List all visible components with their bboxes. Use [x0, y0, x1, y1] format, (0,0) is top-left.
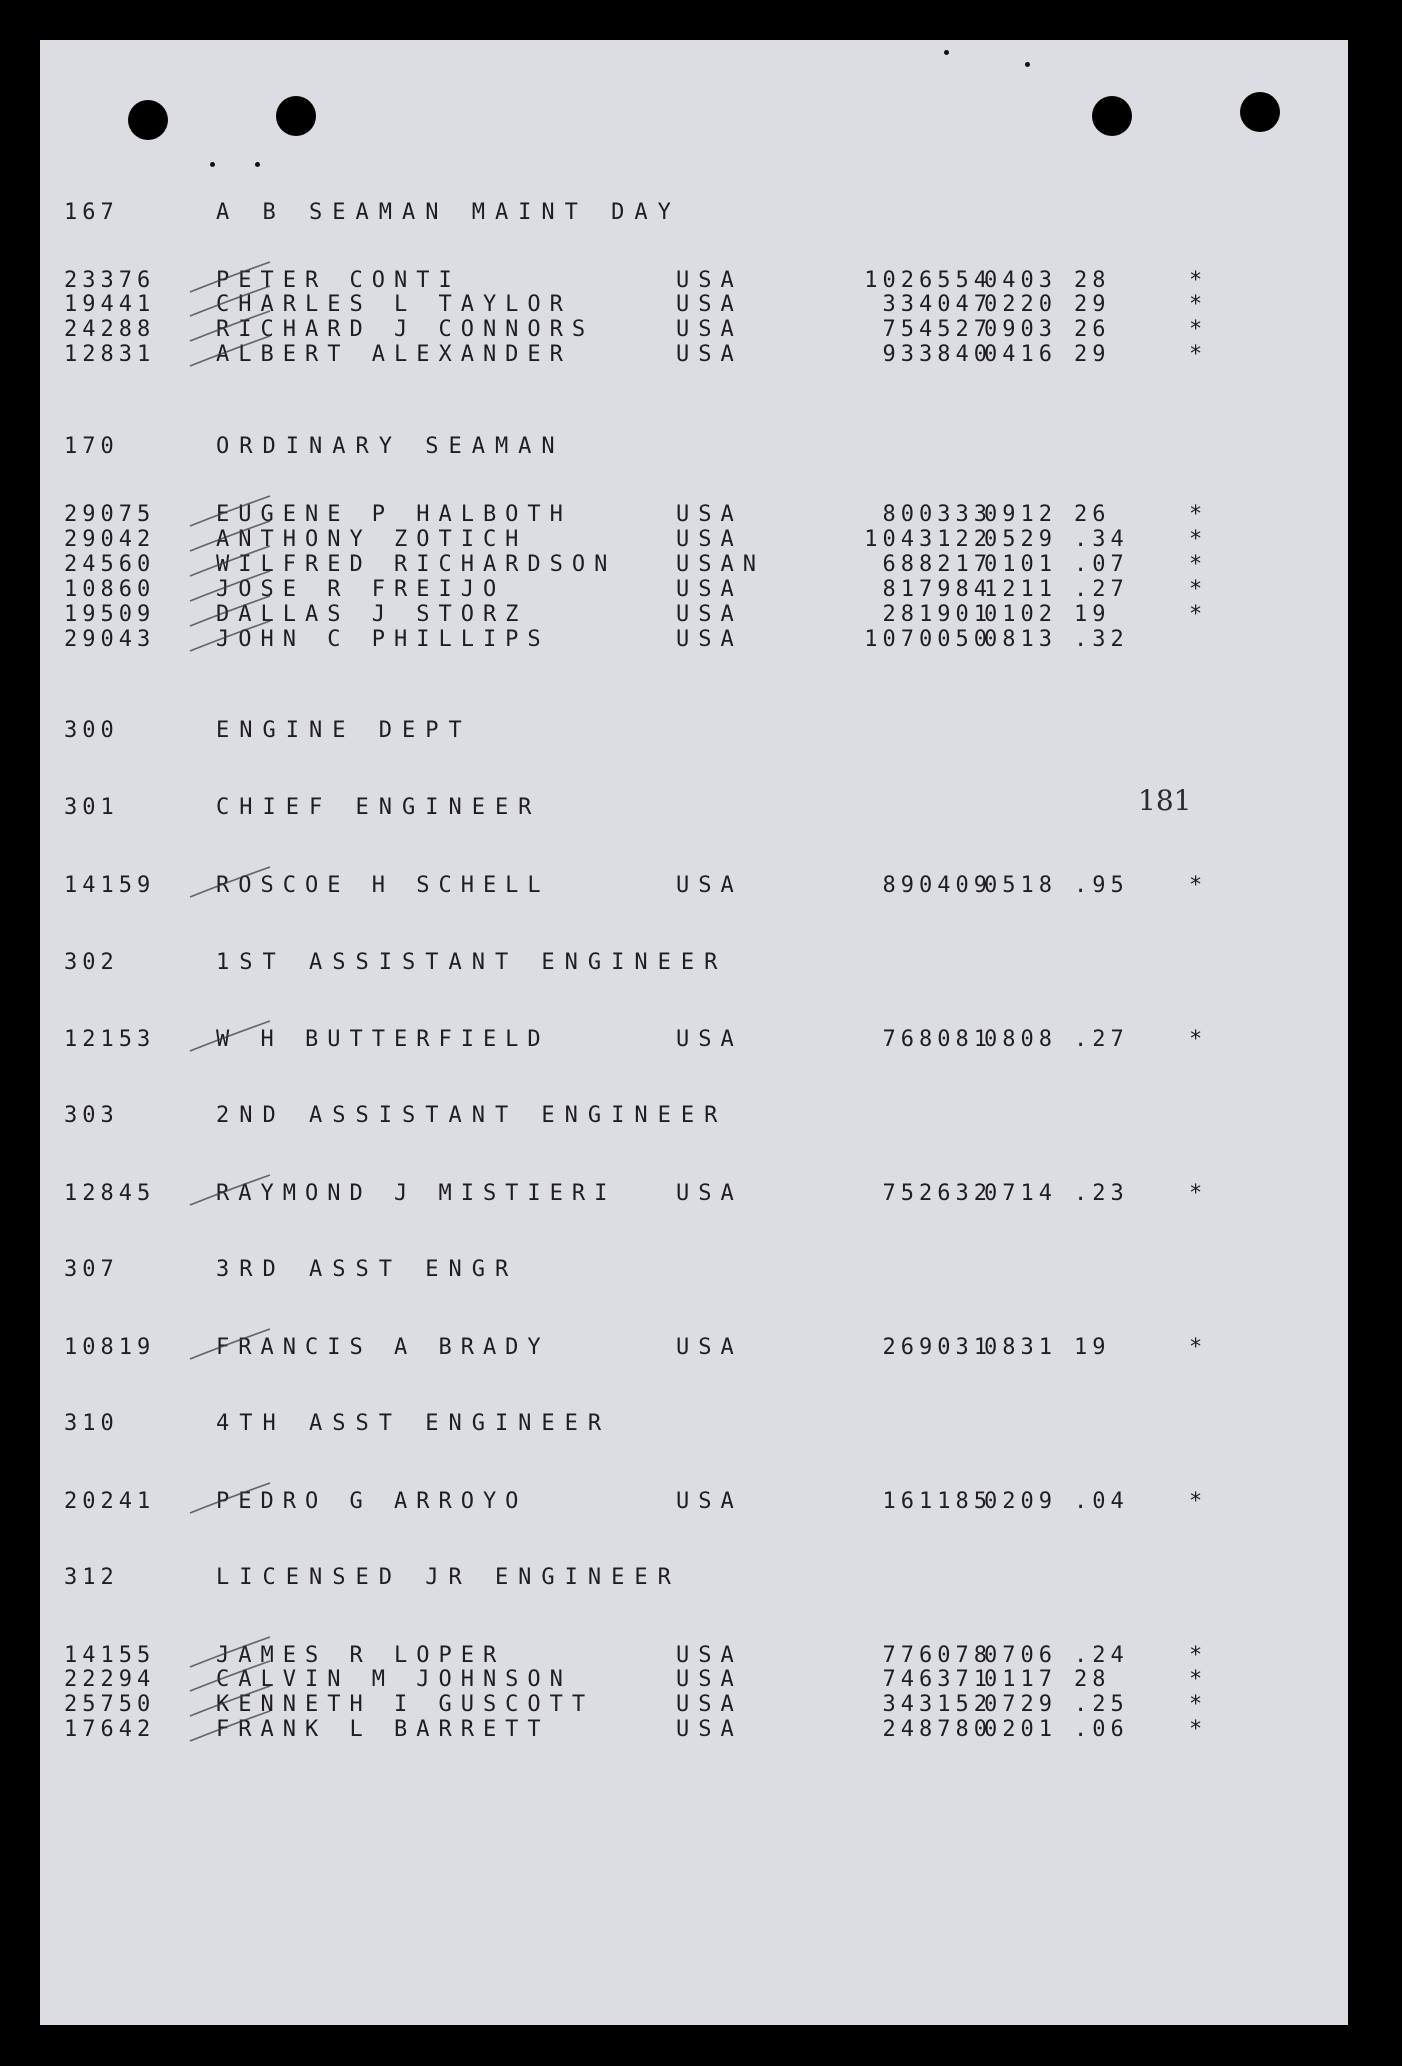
crew-id: 24560: [64, 552, 156, 577]
nationality: USAN: [676, 552, 765, 577]
crew-name: ROSCOE H SCHELL: [216, 873, 550, 898]
value-code: .27: [1074, 1027, 1129, 1052]
crew-name: CHARLES L TAYLOR: [216, 292, 572, 317]
crew-row: [40, 602, 1348, 628]
section-code: 302: [64, 950, 119, 975]
document-number: 334047: [882, 292, 992, 317]
date-code: 0518: [984, 873, 1057, 898]
mark-asterisk: *: [1189, 502, 1203, 527]
crew-id: 29043: [64, 627, 156, 652]
punch-hole: [128, 100, 168, 140]
date-code: 0729: [984, 1692, 1057, 1717]
document-number: 248780: [882, 1717, 992, 1742]
crew-row: [40, 873, 1348, 899]
date-code: 0903: [984, 317, 1057, 342]
section-code: 312: [64, 1565, 119, 1590]
section-title: CHIEF ENGINEER: [216, 795, 542, 820]
date-code: 0102: [984, 602, 1057, 627]
document-number: 746371: [882, 1667, 992, 1692]
value-code: .06: [1074, 1717, 1129, 1742]
crew-row: [40, 527, 1348, 553]
value-code: 26: [1074, 502, 1111, 527]
speck: [255, 162, 260, 167]
document-number: 1043122: [864, 527, 992, 552]
nationality: USA: [676, 602, 743, 627]
value-code: 29: [1074, 292, 1111, 317]
speck: [210, 162, 215, 167]
document-number: 776078: [882, 1643, 992, 1668]
crew-row: [40, 342, 1348, 368]
date-code: 0529: [984, 527, 1057, 552]
punch-hole: [1240, 92, 1280, 132]
document-number: 281901: [882, 602, 992, 627]
section-header: [40, 950, 1348, 976]
crew-id: 17642: [64, 1717, 156, 1742]
value-code: 19: [1074, 1335, 1111, 1360]
crew-id: 19441: [64, 292, 156, 317]
value-code: 29: [1074, 342, 1111, 367]
document-number: 933840: [882, 342, 992, 367]
nationality: USA: [676, 292, 743, 317]
value-code: 28: [1074, 268, 1111, 293]
crew-row: [40, 1181, 1348, 1207]
mark-asterisk: *: [1189, 342, 1203, 367]
value-code: 19: [1074, 602, 1111, 627]
document-number: 752632: [882, 1181, 992, 1206]
document-number: 688217: [882, 552, 992, 577]
crew-id: 12845: [64, 1181, 156, 1206]
crew-row: [40, 1692, 1348, 1718]
section-header: [40, 434, 1348, 460]
crew-row: [40, 1667, 1348, 1693]
mark-asterisk: *: [1189, 1643, 1203, 1668]
date-code: 0808: [984, 1027, 1057, 1052]
nationality: USA: [676, 1181, 743, 1206]
section-code: 307: [64, 1257, 119, 1282]
nationality: USA: [676, 873, 743, 898]
document-number: 768081: [882, 1027, 992, 1052]
crew-name: PETER CONTI: [216, 268, 461, 293]
section-code: 303: [64, 1103, 119, 1128]
section-title: LICENSED JR ENGINEER: [216, 1565, 681, 1590]
section-code: 301: [64, 795, 119, 820]
crew-row: [40, 317, 1348, 343]
crew-name: WILFRED RICHARDSON: [216, 552, 617, 577]
crew-name: W H BUTTERFIELD: [216, 1027, 550, 1052]
date-code: 0403: [984, 268, 1057, 293]
crew-name: FRANK L BARRETT: [216, 1717, 550, 1742]
document-number: 343152: [882, 1692, 992, 1717]
punch-hole: [276, 96, 316, 136]
crew-name: KENNETH I GUSCOTT: [216, 1692, 595, 1717]
crew-id: 24288: [64, 317, 156, 342]
section-header: [40, 200, 1348, 226]
crew-name: JAMES R LOPER: [216, 1643, 506, 1668]
crew-id: 10860: [64, 577, 156, 602]
crew-id: 14155: [64, 1643, 156, 1668]
section-title: 4TH ASST ENGINEER: [216, 1411, 612, 1436]
section-title: A B SEAMAN MAINT DAY: [216, 200, 681, 225]
section-code: 300: [64, 718, 119, 743]
crew-name: FRANCIS A BRADY: [216, 1335, 550, 1360]
handwritten-page-number: 181: [1138, 784, 1192, 817]
document-number: 754527: [882, 317, 992, 342]
date-code: 0209: [984, 1489, 1057, 1514]
nationality: USA: [676, 627, 743, 652]
date-code: 0714: [984, 1181, 1057, 1206]
crew-row: [40, 268, 1348, 294]
crew-id: 14159: [64, 873, 156, 898]
mark-asterisk: *: [1189, 317, 1203, 342]
crew-row: [40, 552, 1348, 578]
mark-asterisk: *: [1189, 1335, 1203, 1360]
document-number: 161185: [882, 1489, 992, 1514]
crew-row: [40, 1643, 1348, 1669]
nationality: USA: [676, 342, 743, 367]
nationality: USA: [676, 502, 743, 527]
section-header: [40, 718, 1348, 744]
value-code: .27: [1074, 577, 1129, 602]
document-number: 1070050: [864, 627, 992, 652]
document-number: 269031: [882, 1335, 992, 1360]
mark-asterisk: *: [1189, 552, 1203, 577]
crew-name: RAYMOND J MISTIERI: [216, 1181, 617, 1206]
section-code: 167: [64, 200, 119, 225]
section-code: 310: [64, 1411, 119, 1436]
mark-asterisk: *: [1189, 268, 1203, 293]
date-code: 0117: [984, 1667, 1057, 1692]
section-title: ENGINE DEPT: [216, 718, 472, 743]
value-code: .24: [1074, 1643, 1129, 1668]
mark-asterisk: *: [1189, 1667, 1203, 1692]
crew-id: 29042: [64, 527, 156, 552]
value-code: .04: [1074, 1489, 1129, 1514]
date-code: 0220: [984, 292, 1057, 317]
date-code: 0201: [984, 1717, 1057, 1742]
crew-id: 25750: [64, 1692, 156, 1717]
value-code: .34: [1074, 527, 1129, 552]
mark-asterisk: *: [1189, 527, 1203, 552]
mark-asterisk: *: [1189, 577, 1203, 602]
nationality: USA: [676, 577, 743, 602]
crew-id: 12831: [64, 342, 156, 367]
nationality: USA: [676, 1717, 743, 1742]
speck: [1025, 62, 1030, 67]
section-title: ORDINARY SEAMAN: [216, 434, 565, 459]
crew-id: 10819: [64, 1335, 156, 1360]
date-code: 0813: [984, 627, 1057, 652]
mark-asterisk: *: [1189, 873, 1203, 898]
nationality: USA: [676, 527, 743, 552]
mark-asterisk: *: [1189, 602, 1203, 627]
section-code: 170: [64, 434, 119, 459]
value-code: .32: [1074, 627, 1129, 652]
mark-asterisk: *: [1189, 1181, 1203, 1206]
nationality: USA: [676, 1667, 743, 1692]
crew-name: ANTHONY ZOTICH: [216, 527, 528, 552]
document-number: 1026554: [864, 268, 992, 293]
value-code: 26: [1074, 317, 1111, 342]
nationality: USA: [676, 1643, 743, 1668]
crew-row: [40, 1489, 1348, 1515]
crew-name: DALLAS J STORZ: [216, 602, 528, 627]
nationality: USA: [676, 1335, 743, 1360]
nationality: USA: [676, 1489, 743, 1514]
value-code: .07: [1074, 552, 1129, 577]
mark-asterisk: *: [1189, 1489, 1203, 1514]
date-code: 0912: [984, 502, 1057, 527]
date-code: 0831: [984, 1335, 1057, 1360]
nationality: USA: [676, 317, 743, 342]
value-code: 28: [1074, 1667, 1111, 1692]
value-code: .95: [1074, 873, 1129, 898]
section-title: 1ST ASSISTANT ENGINEER: [216, 950, 728, 975]
section-header: [40, 1257, 1348, 1283]
date-code: 0706: [984, 1643, 1057, 1668]
date-code: 0416: [984, 342, 1057, 367]
crew-name: ALBERT ALEXANDER: [216, 342, 572, 367]
crew-name: RICHARD J CONNORS: [216, 317, 595, 342]
document-number: 890409: [882, 873, 992, 898]
crew-row: [40, 627, 1348, 653]
crew-id: 29075: [64, 502, 156, 527]
crew-name: PEDRO G ARROYO: [216, 1489, 528, 1514]
crew-id: 19509: [64, 602, 156, 627]
document-page: [40, 40, 1348, 2025]
document-number: 800333: [882, 502, 992, 527]
section-header: [40, 1411, 1348, 1437]
mark-asterisk: *: [1189, 292, 1203, 317]
nationality: USA: [676, 1027, 743, 1052]
crew-name: EUGENE P HALBOTH: [216, 502, 572, 527]
crew-name: JOSE R FREIJO: [216, 577, 506, 602]
mark-asterisk: *: [1189, 1692, 1203, 1717]
crew-row: [40, 292, 1348, 318]
date-code: 1211: [984, 577, 1057, 602]
section-header: [40, 1103, 1348, 1129]
section-title: 2ND ASSISTANT ENGINEER: [216, 1103, 728, 1128]
value-code: .23: [1074, 1181, 1129, 1206]
crew-id: 12153: [64, 1027, 156, 1052]
nationality: USA: [676, 268, 743, 293]
section-title: 3RD ASST ENGR: [216, 1257, 519, 1282]
crew-row: [40, 1717, 1348, 1743]
crew-id: 20241: [64, 1489, 156, 1514]
crew-id: 22294: [64, 1667, 156, 1692]
nationality: USA: [676, 1692, 743, 1717]
crew-row: [40, 1027, 1348, 1053]
crew-id: 23376: [64, 268, 156, 293]
punch-hole: [1092, 96, 1132, 136]
document-number: 817984: [882, 577, 992, 602]
crew-name: CALVIN M JOHNSON: [216, 1667, 572, 1692]
mark-asterisk: *: [1189, 1027, 1203, 1052]
section-header: [40, 1565, 1348, 1591]
speck: [944, 50, 949, 55]
value-code: .25: [1074, 1692, 1129, 1717]
date-code: 0101: [984, 552, 1057, 577]
crew-row: [40, 502, 1348, 528]
mark-asterisk: *: [1189, 1717, 1203, 1742]
crew-name: JOHN C PHILLIPS: [216, 627, 550, 652]
crew-row: [40, 1335, 1348, 1361]
crew-row: [40, 577, 1348, 603]
